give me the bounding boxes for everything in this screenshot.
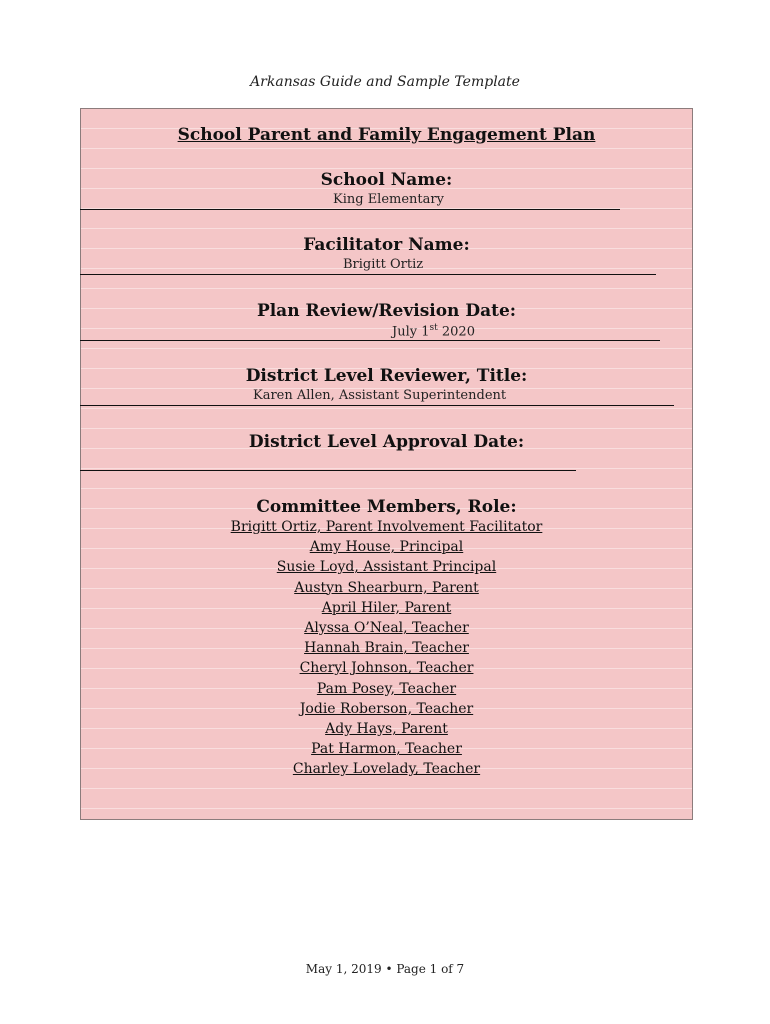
- reviewer-value: Karen Allen, Assistant Superintendent: [253, 388, 507, 403]
- reviewer-label: District Level Reviewer, Title:: [245, 366, 528, 386]
- committee-member: Brigitt Ortiz, Parent Involvement Facilitator: [230, 519, 543, 535]
- reviewer-line: [80, 387, 674, 406]
- facilitator-label: Facilitator Name:: [303, 235, 470, 255]
- review-date-year: 2020: [437, 324, 475, 340]
- header-title: Arkansas Guide and Sample Template: [250, 74, 520, 90]
- approval-date-line: [80, 452, 576, 471]
- school-name-line: [80, 191, 620, 210]
- facilitator-line: [80, 256, 656, 275]
- page-footer: May 1, 2019 • Page 1 of 7: [305, 962, 465, 976]
- committee-label: Committee Members, Role:: [256, 497, 517, 517]
- committee-member: Pat Harmon, Teacher: [311, 741, 462, 758]
- facilitator-value: Brigitt Ortiz: [343, 257, 424, 272]
- committee-member: Ady Hays, Parent: [325, 721, 448, 738]
- plan-title: School Parent and Family Engagement Plan: [177, 125, 596, 145]
- committee-member: Amy House, Principal: [309, 539, 464, 556]
- school-name-value: King Elementary: [333, 192, 444, 207]
- committee-members-list: [80, 517, 693, 780]
- approval-date-label: District Level Approval Date:: [248, 432, 525, 452]
- review-date-suffix: st: [429, 323, 438, 333]
- committee-member: Pam Posey, Teacher: [316, 680, 457, 697]
- committee-member: Alyssa O’Neal, Teacher: [304, 620, 469, 637]
- committee-member: Jodie Roberson, Teacher: [299, 700, 474, 717]
- committee-member: Susie Loyd, Assistant Principal: [276, 559, 497, 576]
- committee-member: April Hiler, Parent: [321, 599, 452, 616]
- committee-member: Hannah Brain, Teacher: [304, 640, 469, 657]
- committee-member: Charley Lovelady, Teacher: [292, 761, 481, 778]
- committee-member: Cheryl Johnson, Teacher: [299, 660, 474, 677]
- review-date-day: July 1: [392, 324, 430, 340]
- review-date-value: [392, 323, 475, 339]
- review-date-line: [80, 322, 660, 341]
- review-date-label: Plan Review/Revision Date:: [256, 301, 517, 321]
- school-name-label: School Name:: [320, 170, 453, 190]
- committee-member: Austyn Shearburn, Parent: [294, 579, 479, 596]
